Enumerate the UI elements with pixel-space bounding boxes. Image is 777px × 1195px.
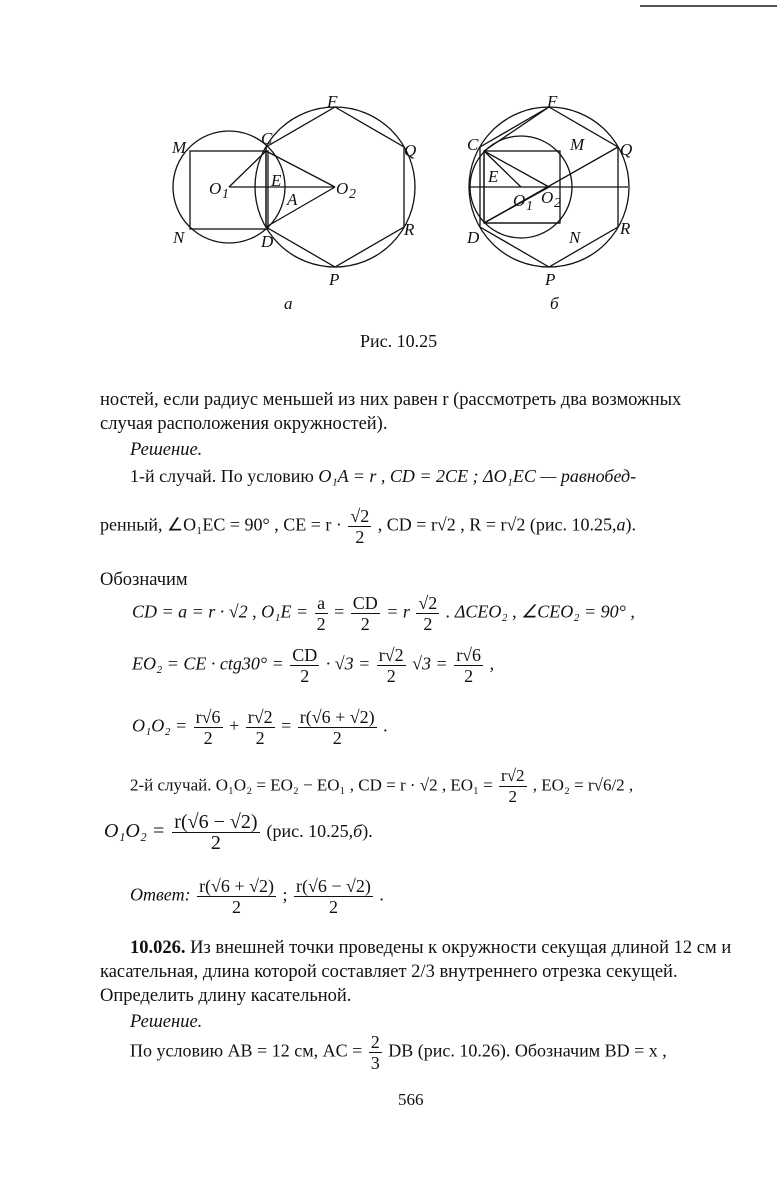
case2-part-a: 2-й случай. O₁O₂ = EO₂ − EO₁ , CD = r · √2 , EO₁ = <box>130 775 493 795</box>
last-part-b: DB (рис. 10.26). Обозначим BD = x , <box>388 1040 667 1061</box>
eq1-part-c: . ΔCEO₂ , ∠CEO₂ = 90° , <box>445 601 635 622</box>
eq3-frac-3: $\frac{r(√6 + √2)}{2}$ <box>299 707 375 748</box>
figure-b-drawing <box>469 107 629 267</box>
figure-sub-a: а <box>284 294 293 313</box>
eq2-part-d: , <box>489 653 495 674</box>
case2-frac: $\frac{r√2}{2}$ <box>501 766 525 806</box>
paragraph-intro: ностей, если радиус меньшей из них равен r (рассмотреть два возможных случая расположения окружностей). <box>100 390 682 434</box>
answer-line <box>130 876 384 917</box>
label-b-O2-sub: 2 <box>554 196 561 211</box>
label-a-O2-sub: 2 <box>349 187 356 202</box>
eq1-frac-3: $\frac{√2}{2}$ <box>418 593 438 634</box>
eq3-part-a: O₁O₂ = <box>132 715 188 736</box>
label-b-P: P <box>545 270 556 289</box>
case2-line <box>130 766 633 807</box>
label-a-O1-sub: 1 <box>222 187 229 202</box>
solution-label: Решение. <box>130 440 203 460</box>
case1-line2-start: ренный, ∠O₁EC = 90° , CE = r · <box>100 514 342 535</box>
last-frac: $\frac{2}{3}$ <box>370 1032 380 1073</box>
case1-equation: O₁A = r , CD = 2CE ; ΔO₁EC — равнобед- <box>318 466 637 486</box>
label-b-O1: O <box>513 191 526 210</box>
eq3-part-b: + <box>229 715 240 736</box>
label-a-N: N <box>173 228 185 247</box>
eq1-frac-2: $\frac{CD}{2}$ <box>352 593 378 634</box>
eq2-frac-3: $\frac{r√6}{2}$ <box>456 645 482 686</box>
eq4-part-a: O₁O₂ = <box>104 820 166 843</box>
solution-label-2: Решение. <box>130 1012 203 1032</box>
eq3-part-d: . <box>383 715 388 736</box>
label-b-R: R <box>620 219 631 238</box>
label-a-P: P <box>329 270 340 289</box>
page-number: 566 <box>398 1090 424 1109</box>
label-b-E: E <box>488 167 499 186</box>
label-a-Q: Q <box>404 141 417 160</box>
oboznachim: Обозначим <box>100 570 188 590</box>
case1-ref: а <box>616 514 626 535</box>
problem-10-026 <box>100 936 732 1008</box>
figure-sub-b: б <box>550 294 559 313</box>
label-b-M: M <box>570 135 585 154</box>
eq2-frac-2: $\frac{r√2}{2}$ <box>378 645 404 686</box>
last-part-a: По условию AB = 12 см, AC = <box>130 1040 363 1061</box>
figure-10-25 <box>0 0 777 330</box>
problem-text: Из внешней точки проведены к окружности секущая длиной 12 см и касательная, длина которой составляет 2/3 внутреннего отрезка секущей. Определить длину касательной. <box>100 938 732 1006</box>
fraction-sqrt2-over-2: $\frac{√2}{2}$ <box>350 506 370 547</box>
label-b-N: N <box>569 228 581 247</box>
eq4-close: ). <box>362 821 373 842</box>
label-a-O1: O <box>209 179 222 198</box>
label-a-F: F <box>327 92 338 111</box>
eq2-frac-1: $\frac{CD}{2}$ <box>292 645 318 686</box>
equation-1: CD = a = r · √2 , O₁E = $\frac{a}{2}$ = $\frac{CD}{2}$ = r $\frac{√2}{2}$ . ΔCEO₂ , ∠CEO₂ = 90° , <box>132 593 635 634</box>
label-b-C: C <box>467 135 479 154</box>
label-a-D: D <box>261 232 274 251</box>
problem-number: 10.026. <box>130 938 186 958</box>
answer-frac-1: $\frac{r(√6 + √2)}{2}$ <box>199 876 274 917</box>
label-a-C: C <box>261 129 273 148</box>
label-b-Q: Q <box>620 140 633 159</box>
eq1-frac-1: $\frac{a}{2}$ <box>316 593 326 634</box>
answer-end: . <box>379 884 384 905</box>
figure-caption: Рис. 10.25 <box>360 331 438 351</box>
answer-sep: ; <box>282 884 288 905</box>
label-b-D: D <box>467 228 480 247</box>
eq1-part-a: CD = a = r · √2 , O₁E = <box>132 601 309 622</box>
eq4-part-b: (рис. 10.25, <box>266 821 354 842</box>
eq3-part-c: = <box>281 715 292 736</box>
label-a-A: A <box>287 190 298 209</box>
eq2-part-c: √3 = <box>412 653 448 674</box>
case1-intro: 1-й случай. По условию <box>130 466 314 486</box>
case1-line2-end: , CD = r√2 , R = r√2 (рис. 10.25, <box>377 514 617 535</box>
case2-part-b: , EO₂ = r√6/2 , <box>532 775 634 795</box>
case1-line2 <box>100 506 636 547</box>
equation-2 <box>132 645 494 686</box>
equation-3 <box>132 707 388 748</box>
eq4-ref: б <box>353 821 363 842</box>
label-b-O1-sub: 1 <box>526 199 533 214</box>
label-a-M: M <box>172 138 187 157</box>
eq3-frac-1: $\frac{r√6}{2}$ <box>195 707 221 748</box>
label-b-O2: O <box>541 188 554 207</box>
eq2-part-b: · √3 = <box>325 653 371 674</box>
label-a-R: R <box>404 220 415 239</box>
equation-4 <box>104 812 373 853</box>
answer-label: Ответ: <box>130 884 191 905</box>
eq1-part-b: = r <box>386 601 410 622</box>
eq3-frac-2: $\frac{r√2}{2}$ <box>247 707 273 748</box>
case1-close: ). <box>625 514 636 535</box>
answer-frac-2: $\frac{r(√6 - √2)}{2}$ <box>295 876 371 917</box>
last-line <box>130 1032 667 1073</box>
label-b-F: F <box>547 92 558 111</box>
eq2-part-a: EO₂ = CE · ctg30° = <box>132 653 284 674</box>
label-a-E: E <box>271 171 282 190</box>
label-a-O2: O <box>336 179 349 198</box>
eq4-frac: $\frac{r(√6 - √2)}{2}$ <box>174 811 258 854</box>
case1-line <box>130 466 636 487</box>
